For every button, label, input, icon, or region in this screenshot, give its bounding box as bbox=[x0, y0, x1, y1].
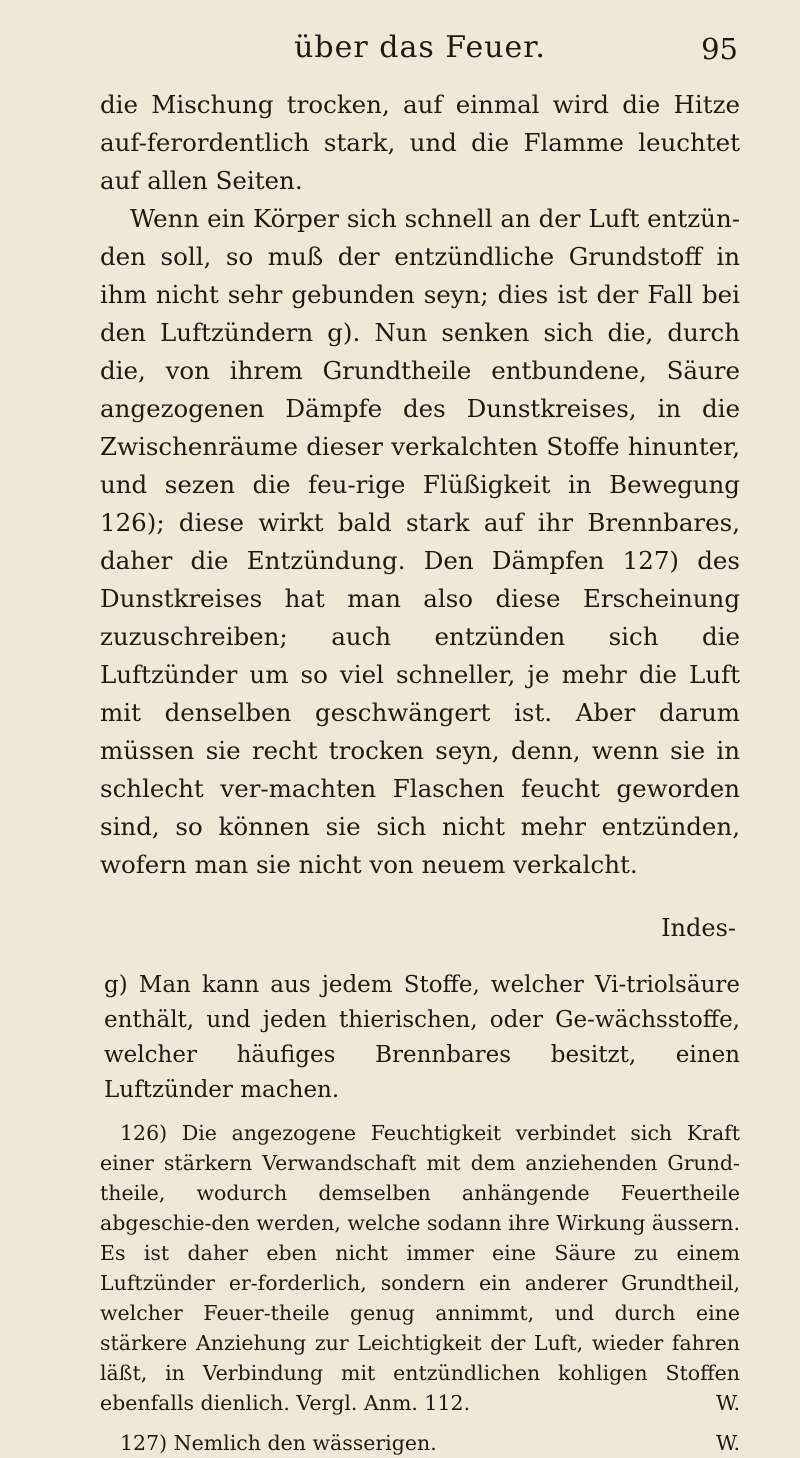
footnote-127-signature: W. bbox=[715, 1431, 740, 1455]
body-text bbox=[100, 86, 740, 884]
page-number: 95 bbox=[701, 32, 738, 66]
footnotes bbox=[100, 968, 740, 1458]
footnote-127-text: 127) Nemlich den wässerigen. bbox=[120, 1431, 437, 1455]
catchword: Indes- bbox=[661, 914, 736, 942]
footnote-g: g) Man kann aus jedem Stoffe, welcher Vi-triolsäure enthält, und jeden thierischen, oder Ge-wächsstoffe, welcher häufiges Brennbares besitzt, einen Luftzünder machen. bbox=[104, 972, 740, 1103]
paragraph-2: Wenn ein Körper sich schnell an der Luft entzün-den soll, so muß der entzündliche Grundstoff in ihm nicht sehr gebunden seyn; dies ist der Fall bei den Luftzündern g). Nun senken sich die, durch die, von ihrem Grundtheile entbundene, Säure angezogenen Dämpfe des Dunstkreises, in die Zwischenräume dieser verkalchten Stoffe hinunter, und sezen die feu-rige Flüßigkeit in Bewegung 126); diese wirkt bald stark auf ihr Brennbares, daher die Entzündung. Den Dämpfen 127) des Dunstkreises hat man also diese Erscheinung zuzuschreiben; auch entzünden sich die Luftzünder um so viel schneller, je mehr die Luft mit denselben geschwängert ist. Aber darum müssen sie recht trocken seyn, denn, wenn sie in schlecht ver-machten Flaschen feucht geworden sind, so können sie sich nicht mehr entzünden, wofern man sie nicht von neuem verkalcht. bbox=[100, 204, 740, 879]
footnote-127 bbox=[100, 1428, 740, 1458]
running-head: über das Feuer. bbox=[294, 30, 546, 65]
paragraph-1: die Mischung trocken, auf einmal wird die Hitze auf-ferordentlich stark, und die Flamme leuchtet auf allen Seiten. bbox=[100, 90, 740, 195]
page-header bbox=[100, 30, 740, 86]
footnote-126-text: 126) Die angezogene Feuchtigkeit verbindet sich Kraft einer stärkern Verwandschaft mit dem anziehenden Grund-theile, wodurch demselben anhängende Feuertheile abgeschie-den werden, welche sodann ihre Wirkung äussern. Es ist daher eben nicht immer eine Säure zu einem Luftzünder er-forderlich, sondern ein anderer Grundtheil, welcher Feuer-theile genug annimmt, und durch eine stärkere Anziehung zur Leichtigkeit der Luft, wieder fahren läßt, in Verbindung mit entzündlichen kohligen Stoffen ebenfalls dienlich. Vergl. Anm. 112. bbox=[100, 1121, 740, 1415]
footnote-126 bbox=[100, 1118, 740, 1418]
footnote-126-signature: W. bbox=[715, 1391, 740, 1415]
